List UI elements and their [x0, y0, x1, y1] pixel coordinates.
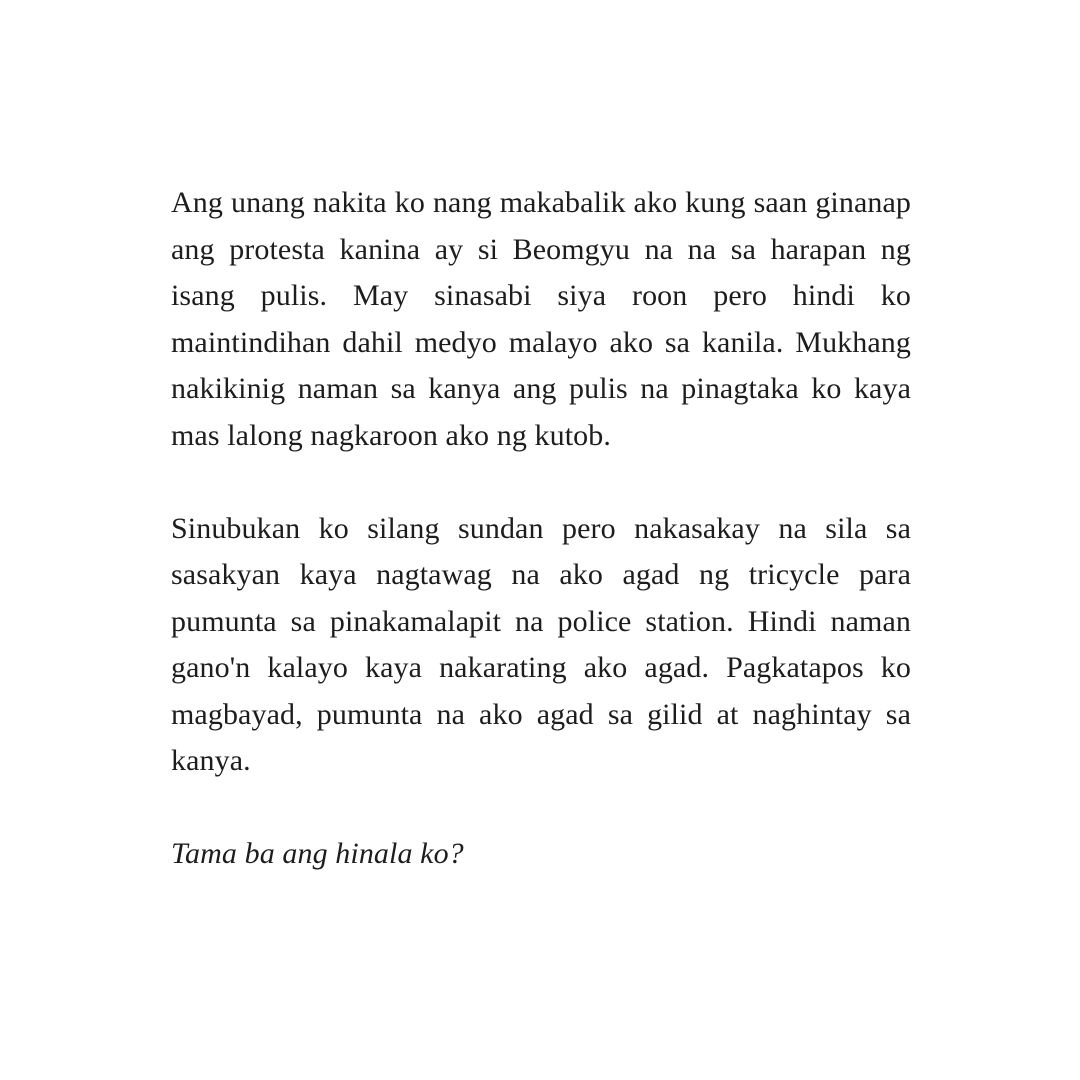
closing-thought: Tama ba ang hinala ko? [171, 837, 464, 870]
story-paragraph-2: Sinubukan ko silang sundan pero nakasakay na sila sa sasakyan kaya nagtawag na ako agad ng tricycle para pumunta sa pinakamalapit na police station. Hindi naman gano'n kalayo kaya nakarating ako agad. Pagkatapos ko magbayad, pumunta na ako agad sa gilid at naghintay sa kanya. [171, 511, 911, 777]
story-paragraph-1: Ang unang nakita ko nang makabalik ako kung saan ginanap ang protesta kanina ay si Beomgyu na na sa harapan ng isang pulis. May sinasabi siya roon pero hindi ko maintindihan dahil medyo malayo ako sa kanila. Mukhang nakikinig naman sa kanya ang pulis na pinagtaka ko kaya mas lalong nagkaroon ako ng kutob. [171, 186, 911, 452]
story-text [171, 180, 911, 878]
